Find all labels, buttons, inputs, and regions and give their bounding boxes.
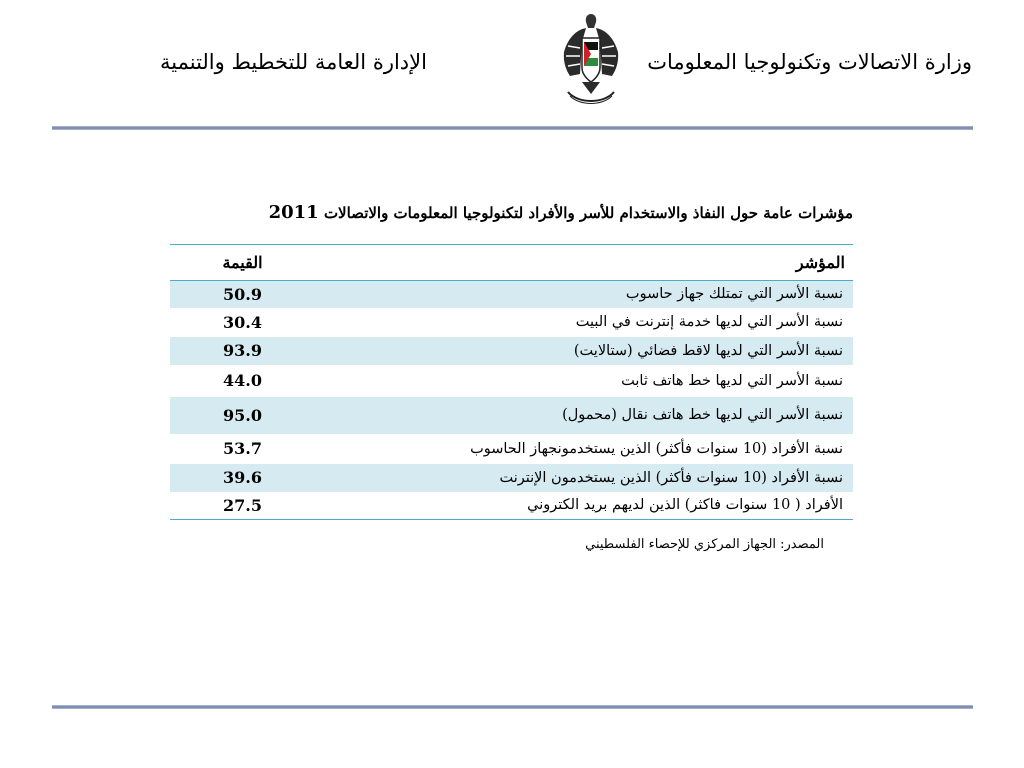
table-title [170,202,853,223]
department-title: الإدارة العامة للتخطيط والتنمية [160,50,427,74]
table-row [170,365,853,397]
table-row [170,397,853,434]
indicator-label: نسبة الأسر التي لديها خط هاتف نقال (محمول) [315,397,853,434]
indicators-table [170,244,853,520]
ministry-title: وزارة الاتصالات وتكنولوجيا المعلومات [647,50,972,74]
indicator-value: 53.7 [223,439,262,458]
table-year: 2011 [268,202,319,223]
indicator-value: 30.4 [223,312,262,332]
indicator-value: 93.9 [170,337,315,365]
table-row [170,464,853,492]
table-row [170,281,853,308]
indicator-value: 44.0 [223,371,262,390]
palestine-emblem [560,12,622,108]
footer-rule [52,705,973,709]
indicator-value: 95.0 [170,397,315,434]
indicator-label: نسبة الأسر التي لديها لاقط فضائي (ستالايت) [315,337,853,365]
column-header-value: القيمة [170,245,315,281]
column-header-indicator: المؤشر [315,245,853,281]
indicator-label: نسبة الأفراد (10 سنوات فأكثر) الذين يستخدمونجهاز الحاسوب [470,440,843,457]
indicator-label: نسبة الأسر التي لديها خدمة إنترنت في البيت [575,314,843,330]
indicator-value: 27.5 [170,492,315,520]
indicator-label: نسبة الأسر التي تمتلك جهاز حاسوب [315,281,853,308]
table-row [170,492,853,520]
indicator-value: 50.9 [170,281,315,308]
indicator-value: 39.6 [170,464,315,492]
table-title-text: مؤشرات عامة حول النفاذ والاستخدام للأسر والأفراد لتكنولوجيا المعلومات والاتصالات [323,204,853,222]
indicator-label: نسبة الأفراد (10 سنوات فأكثر) الذين يستخدمون الإنترنت [315,464,853,492]
table-header-row [170,245,853,281]
table-row [170,308,853,337]
source-note: المصدر: الجهاز المركزي للإحصاء الفلسطيني [585,537,824,552]
table-row [170,434,853,464]
table-row [170,337,853,365]
indicator-label: الأفراد ( 10 سنوات فاكثر) الذين لديهم بريد الكتروني [315,492,853,520]
indicator-label: نسبة الأسر التي لديها خط هاتف ثابت [621,372,843,389]
header-rule [52,126,973,130]
